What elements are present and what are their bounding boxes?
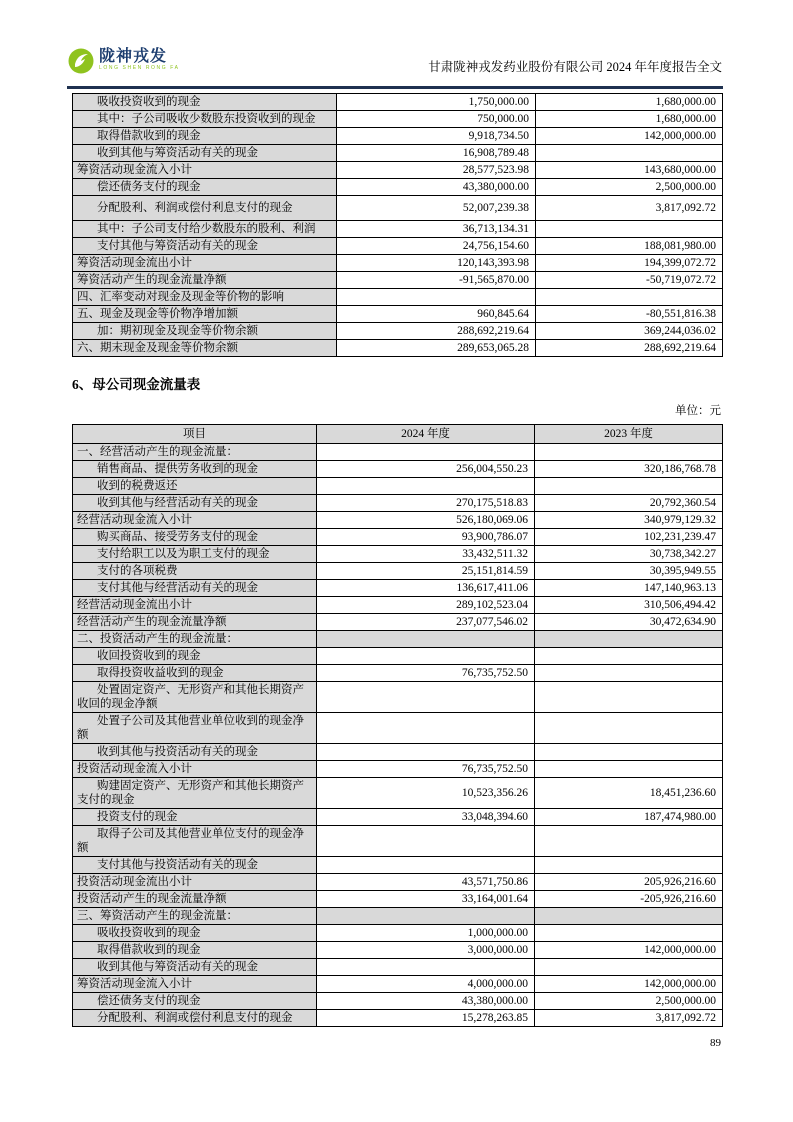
- value-2023: [535, 444, 723, 461]
- table-row: [73, 162, 723, 179]
- row-label: 五、现金及现金等价物净增加额: [73, 306, 337, 323]
- value-2023: [535, 682, 723, 713]
- table-row: [73, 778, 723, 809]
- table-row: [73, 289, 723, 306]
- row-label: 购建固定资产、无形资产和其他长期资产支付的现金: [73, 778, 317, 809]
- value-2023: 20,792,360.54: [535, 495, 723, 512]
- table-row: [73, 145, 723, 162]
- row-label: 偿还债务支付的现金: [73, 179, 337, 196]
- value-2023: 142,000,000.00: [535, 942, 723, 959]
- row-label: 收回投资收到的现金: [73, 648, 317, 665]
- value-2023: [535, 631, 723, 648]
- value-2024: 10,523,356.26: [317, 778, 535, 809]
- column-header-2024: 2024 年度: [317, 425, 535, 444]
- row-label: 吸收投资收到的现金: [73, 94, 337, 111]
- table-row: [73, 272, 723, 289]
- row-label: 支付其他与经营活动有关的现金: [73, 580, 317, 597]
- value-2024: 289,653,065.28: [337, 340, 536, 357]
- value-2024: 120,143,393.98: [337, 255, 536, 272]
- value-2024: 52,007,239.38: [337, 196, 536, 221]
- table-row: [73, 238, 723, 255]
- value-2023: [535, 857, 723, 874]
- value-2024: 33,048,394.60: [317, 809, 535, 826]
- value-2023: 310,506,494.42: [535, 597, 723, 614]
- row-label: 其中：子公司吸收少数股东投资收到的现金: [73, 111, 337, 128]
- table-row: [73, 563, 723, 580]
- table-row: [73, 580, 723, 597]
- value-2024: 16,908,789.48: [337, 145, 536, 162]
- value-2024: 33,164,001.64: [317, 891, 535, 908]
- row-label: 三、筹资活动产生的现金流量：: [73, 908, 317, 925]
- row-label: 投资支付的现金: [73, 809, 317, 826]
- table-row: [73, 874, 723, 891]
- value-2024: [317, 631, 535, 648]
- value-2023: -50,719,072.72: [536, 272, 723, 289]
- table-row: [73, 512, 723, 529]
- table-row: [73, 529, 723, 546]
- row-label: 其中：子公司支付给少数股东的股利、利润: [73, 221, 337, 238]
- value-2023: 1,680,000.00: [536, 111, 723, 128]
- value-2024: 1,750,000.00: [337, 94, 536, 111]
- value-2023: 142,000,000.00: [535, 976, 723, 993]
- value-2023: 288,692,219.64: [536, 340, 723, 357]
- row-label: 加：期初现金及现金等价物余额: [73, 323, 337, 340]
- table-row: [73, 925, 723, 942]
- table-row: [73, 713, 723, 744]
- table-row: [73, 809, 723, 826]
- row-label: 支付的各项税费: [73, 563, 317, 580]
- parent-company-cash-flow-table: [72, 424, 723, 1027]
- value-2023: 320,186,768.78: [535, 461, 723, 478]
- row-label: 偿还债务支付的现金: [73, 993, 317, 1010]
- table-row: [73, 908, 723, 925]
- consolidated-cash-flow-table: [72, 93, 723, 357]
- table-row: [73, 461, 723, 478]
- value-2024: 288,692,219.64: [337, 323, 536, 340]
- value-2023: 143,680,000.00: [536, 162, 723, 179]
- row-label: 处置子公司及其他营业单位收到的现金净额: [73, 713, 317, 744]
- value-2023: 194,399,072.72: [536, 255, 723, 272]
- row-label: 筹资活动现金流入小计: [73, 162, 337, 179]
- value-2023: [535, 713, 723, 744]
- value-2023: 18,451,236.60: [535, 778, 723, 809]
- table-row: [73, 959, 723, 976]
- value-2023: 102,231,239.47: [535, 529, 723, 546]
- value-2023: 3,817,092.72: [536, 196, 723, 221]
- row-label: 收到其他与投资活动有关的现金: [73, 744, 317, 761]
- row-label: 取得投资收益收到的现金: [73, 665, 317, 682]
- table-row: [73, 179, 723, 196]
- value-2023: 147,140,963.13: [535, 580, 723, 597]
- logo-icon: [68, 48, 94, 74]
- table-row: [73, 196, 723, 221]
- value-2024: 76,735,752.50: [317, 665, 535, 682]
- value-2024: [337, 289, 536, 306]
- row-label: 投资活动现金流出小计: [73, 874, 317, 891]
- logo-brand-text: 陇神戎发: [99, 48, 168, 65]
- row-label: 收到的税费返还: [73, 478, 317, 495]
- table-row: [73, 857, 723, 874]
- table-row: [73, 444, 723, 461]
- row-label: 经营活动现金流出小计: [73, 597, 317, 614]
- value-2024: 237,077,546.02: [317, 614, 535, 631]
- value-2024: 270,175,518.83: [317, 495, 535, 512]
- value-2023: 30,738,342.27: [535, 546, 723, 563]
- row-label: 六、期末现金及现金等价物余额: [73, 340, 337, 357]
- value-2023: 205,926,216.60: [535, 874, 723, 891]
- value-2024: 93,900,786.07: [317, 529, 535, 546]
- value-2024: [317, 682, 535, 713]
- value-2023: 187,474,980.00: [535, 809, 723, 826]
- table-row: [73, 546, 723, 563]
- table-row: [73, 826, 723, 857]
- value-2023: 2,500,000.00: [536, 179, 723, 196]
- row-label: 购买商品、接受劳务支付的现金: [73, 529, 317, 546]
- row-label: 投资活动现金流入小计: [73, 761, 317, 778]
- value-2023: [535, 744, 723, 761]
- value-2024: 960,845.64: [337, 306, 536, 323]
- value-2024: [317, 444, 535, 461]
- table-row: [73, 665, 723, 682]
- row-label: 分配股利、利润或偿付利息支付的现金: [73, 1010, 317, 1027]
- value-2024: 289,102,523.04: [317, 597, 535, 614]
- row-label: 筹资活动产生的现金流量净额: [73, 272, 337, 289]
- row-label: 筹资活动现金流入小计: [73, 976, 317, 993]
- report-header-title: 甘肃陇神戎发药业股份有限公司 2024 年年度报告全文: [428, 60, 722, 74]
- value-2023: [535, 908, 723, 925]
- row-label: 吸收投资收到的现金: [73, 925, 317, 942]
- section-heading: 6、母公司现金流量表: [72, 377, 201, 392]
- value-2023: 2,500,000.00: [535, 993, 723, 1010]
- value-2024: -91,565,870.00: [337, 272, 536, 289]
- value-2024: [317, 713, 535, 744]
- value-2024: 43,380,000.00: [337, 179, 536, 196]
- table-row: [73, 255, 723, 272]
- table-row: [73, 111, 723, 128]
- table-row: [73, 478, 723, 495]
- value-2024: 43,380,000.00: [317, 993, 535, 1010]
- table-row: [73, 340, 723, 357]
- row-label: 四、汇率变动对现金及现金等价物的影响: [73, 289, 337, 306]
- table-row: [73, 1010, 723, 1027]
- value-2023: [535, 925, 723, 942]
- value-2024: [317, 478, 535, 495]
- value-2023: [535, 665, 723, 682]
- value-2023: 142,000,000.00: [536, 128, 723, 145]
- value-2023: 30,472,634.90: [535, 614, 723, 631]
- table-row: [73, 993, 723, 1010]
- value-2024: 256,004,550.23: [317, 461, 535, 478]
- table-row: [73, 495, 723, 512]
- row-label: 销售商品、提供劳务收到的现金: [73, 461, 317, 478]
- value-2024: [317, 744, 535, 761]
- value-2023: [535, 959, 723, 976]
- table-row: [73, 682, 723, 713]
- row-label: 分配股利、利润或偿付利息支付的现金: [73, 196, 337, 221]
- value-2023: 340,979,129.32: [535, 512, 723, 529]
- table-header-row: [73, 425, 723, 444]
- value-2024: 3,000,000.00: [317, 942, 535, 959]
- logo-subtext: LONG SHEN RONG FA: [99, 65, 180, 71]
- page-number: 89: [710, 1037, 721, 1049]
- table1-body: [73, 94, 723, 357]
- table-row: [73, 128, 723, 145]
- value-2024: 28,577,523.98: [337, 162, 536, 179]
- row-label: 收到其他与经营活动有关的现金: [73, 495, 317, 512]
- value-2024: 9,918,734.50: [337, 128, 536, 145]
- row-label: 经营活动现金流入小计: [73, 512, 317, 529]
- header-divider: [67, 86, 723, 89]
- value-2024: 76,735,752.50: [317, 761, 535, 778]
- value-2023: -205,926,216.60: [535, 891, 723, 908]
- value-2023: [535, 761, 723, 778]
- row-label: 收到其他与筹资活动有关的现金: [73, 145, 337, 162]
- row-label: 处置固定资产、无形资产和其他长期资产收回的现金净额: [73, 682, 317, 713]
- company-logo: [68, 48, 180, 74]
- table-row: [73, 323, 723, 340]
- value-2024: 25,151,814.59: [317, 563, 535, 580]
- value-2023: 3,817,092.72: [535, 1010, 723, 1027]
- row-label: 支付其他与筹资活动有关的现金: [73, 238, 337, 255]
- value-2023: [536, 289, 723, 306]
- table2-body: [73, 444, 723, 1027]
- table-row: [73, 597, 723, 614]
- value-2023: [535, 826, 723, 857]
- value-2024: 24,756,154.60: [337, 238, 536, 255]
- value-2024: 4,000,000.00: [317, 976, 535, 993]
- value-2024: 15,278,263.85: [317, 1010, 535, 1027]
- row-label: 支付给职工以及为职工支付的现金: [73, 546, 317, 563]
- value-2023: -80,551,816.38: [536, 306, 723, 323]
- table-row: [73, 891, 723, 908]
- table-row: [73, 94, 723, 111]
- row-label: 取得借款收到的现金: [73, 942, 317, 959]
- value-2024: [317, 857, 535, 874]
- row-label: 筹资活动现金流出小计: [73, 255, 337, 272]
- value-2024: 36,713,134.31: [337, 221, 536, 238]
- value-2024: 1,000,000.00: [317, 925, 535, 942]
- value-2024: 43,571,750.86: [317, 874, 535, 891]
- table-row: [73, 761, 723, 778]
- unit-label: 单位：元: [675, 405, 721, 417]
- value-2024: [317, 908, 535, 925]
- value-2024: [317, 648, 535, 665]
- row-label: 收到其他与筹资活动有关的现金: [73, 959, 317, 976]
- table-row: [73, 942, 723, 959]
- table-row: [73, 614, 723, 631]
- row-label: 取得借款收到的现金: [73, 128, 337, 145]
- value-2024: 750,000.00: [337, 111, 536, 128]
- value-2023: [535, 648, 723, 665]
- value-2023: 1,680,000.00: [536, 94, 723, 111]
- row-label: 一、经营活动产生的现金流量：: [73, 444, 317, 461]
- row-label: 经营活动产生的现金流量净额: [73, 614, 317, 631]
- column-header-2023: 2023 年度: [535, 425, 723, 444]
- table-row: [73, 631, 723, 648]
- row-label: 二、投资活动产生的现金流量：: [73, 631, 317, 648]
- table-row: [73, 976, 723, 993]
- row-label: 取得子公司及其他营业单位支付的现金净额: [73, 826, 317, 857]
- value-2023: [536, 145, 723, 162]
- value-2024: [317, 826, 535, 857]
- table-row: [73, 744, 723, 761]
- table-row: [73, 221, 723, 238]
- value-2023: [536, 221, 723, 238]
- row-label: 支付其他与投资活动有关的现金: [73, 857, 317, 874]
- table-row: [73, 306, 723, 323]
- table-row: [73, 648, 723, 665]
- value-2023: [535, 478, 723, 495]
- value-2024: 33,432,511.32: [317, 546, 535, 563]
- row-label: 投资活动产生的现金流量净额: [73, 891, 317, 908]
- value-2023: 30,395,949.55: [535, 563, 723, 580]
- value-2023: 369,244,036.02: [536, 323, 723, 340]
- value-2023: 188,081,980.00: [536, 238, 723, 255]
- value-2024: [317, 959, 535, 976]
- column-header-item: 项目: [73, 425, 317, 444]
- value-2024: 136,617,411.06: [317, 580, 535, 597]
- value-2024: 526,180,069.06: [317, 512, 535, 529]
